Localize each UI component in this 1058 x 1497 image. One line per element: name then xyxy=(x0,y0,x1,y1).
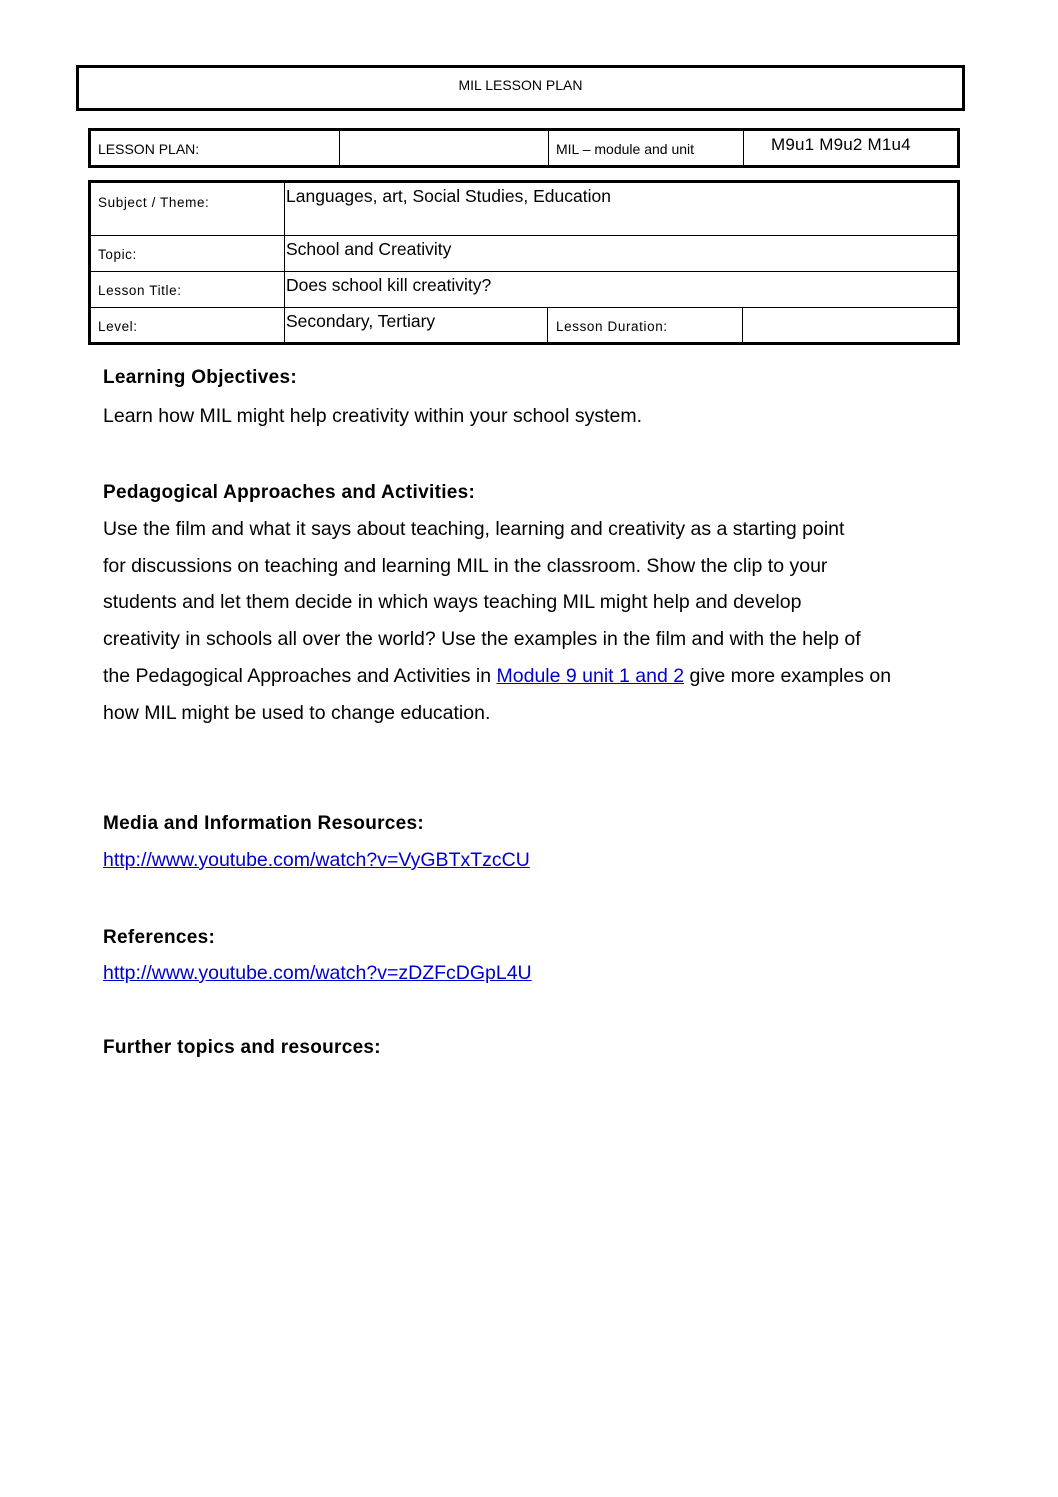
media-resource-link[interactable]: http://www.youtube.com/watch?v=VyGBTxTzcCU xyxy=(103,849,530,871)
level-label: Level: xyxy=(98,319,138,334)
references-link-line xyxy=(103,962,532,985)
lesson-plan-table xyxy=(88,128,960,168)
further-topics-heading: Further topics and resources: xyxy=(103,1037,381,1058)
media-resources-link-line xyxy=(103,849,530,872)
table-row-lesson-title xyxy=(91,272,957,308)
media-resources-heading: Media and Information Resources: xyxy=(103,813,425,834)
pedagogical-line-1: Use the film and what it says about teaching, learning and creativity as a starting point xyxy=(103,518,845,540)
level-value: Secondary, Tertiary xyxy=(286,311,436,331)
pedagogical-line-3: students and let them decide in which ways teaching MIL might help and develop xyxy=(103,591,802,613)
pedagogical-line-5 xyxy=(103,665,891,688)
lesson-title-label: Lesson Title: xyxy=(98,283,182,298)
topic-value: School and Creativity xyxy=(286,239,452,259)
module-label: MIL – module and unit xyxy=(556,141,695,157)
reference-link[interactable]: http://www.youtube.com/watch?v=zDZFcDGpL4U xyxy=(103,962,532,984)
subject-value: Languages, art, Social Studies, Education xyxy=(286,186,611,206)
lesson-plan-label: LESSON PLAN: xyxy=(98,141,200,157)
pedagogical-line-5-before: the Pedagogical Approaches and Activities in xyxy=(103,665,497,687)
pedagogical-line-5-after: give more examples on xyxy=(684,665,892,687)
topic-label: Topic: xyxy=(98,247,137,262)
column-divider xyxy=(742,308,743,342)
table-row-subject xyxy=(91,183,957,236)
module-label-cell xyxy=(549,131,744,165)
lesson-duration-label: Lesson Duration: xyxy=(556,319,668,334)
title-box xyxy=(76,65,965,111)
pedagogical-heading: Pedagogical Approaches and Activities: xyxy=(103,482,476,503)
pedagogical-line-2: for discussions on teaching and learning MIL in the classroom. Show the clip to your xyxy=(103,555,828,577)
lesson-title-value: Does school kill creativity? xyxy=(286,275,492,295)
lesson-plan-label-cell xyxy=(91,131,340,165)
pedagogical-line-4: creativity in schools all over the world? Use the examples in the film and with the help of xyxy=(103,628,861,650)
column-divider xyxy=(284,236,285,271)
table-row-level xyxy=(91,308,957,342)
document-title: MIL LESSON PLAN xyxy=(458,77,583,93)
table-row-topic xyxy=(91,236,957,272)
references-heading: References: xyxy=(103,927,216,948)
details-table xyxy=(88,180,960,345)
lesson-plan-value-cell xyxy=(340,131,549,165)
module-value: M9u1 M9u2 M1u4 xyxy=(771,135,911,154)
pedagogical-line-6: how MIL might be used to change education. xyxy=(103,702,491,724)
subject-label: Subject / Theme: xyxy=(98,195,210,210)
column-divider xyxy=(547,308,548,342)
column-divider xyxy=(284,272,285,307)
column-divider xyxy=(284,308,285,342)
module-value-cell xyxy=(744,131,957,165)
column-divider xyxy=(284,183,285,235)
learning-objectives-heading: Learning Objectives: xyxy=(103,367,297,388)
module-9-link[interactable]: Module 9 unit 1 and 2 xyxy=(496,665,685,687)
learning-objectives-text: Learn how MIL might help creativity within your school system. xyxy=(103,405,643,427)
